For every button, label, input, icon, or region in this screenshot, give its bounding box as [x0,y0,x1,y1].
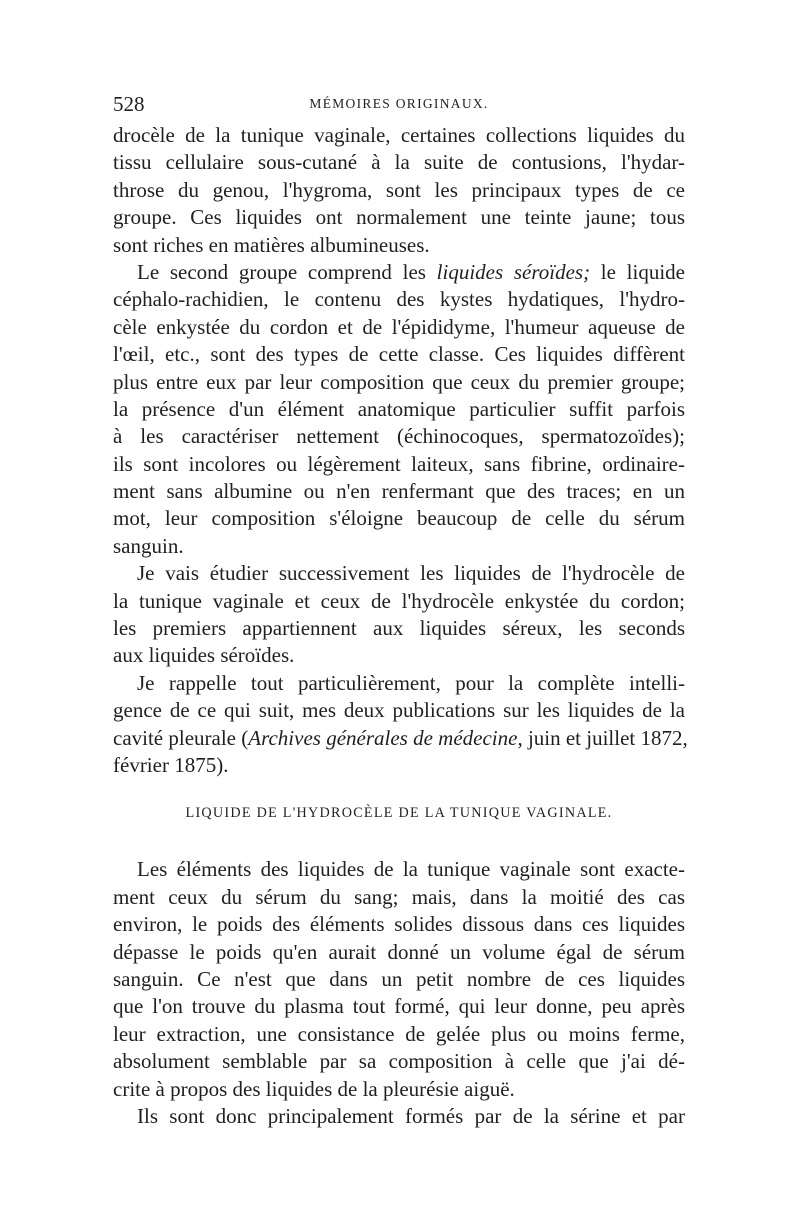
paragraph-study-plan [113,560,685,670]
text-line: Ils sont donc principalement formés par de la sérine et par [137,1103,685,1128]
text-line: l'œil, etc., sont des types de cette classe. Ces liquides diffèrent [113,342,685,367]
text-line: drocèle de la tunique vaginale, certaines collections liquides du [113,123,685,147]
paragraph-vaginal-liquid [113,856,685,1103]
text-line: que l'on trouve du plasma tout formé, qui leur donne, peu après [113,994,685,1019]
text-line: les premiers appartiennent aux liquides séreux, les seconds [113,616,685,641]
text-run: cavité pleurale ( [113,725,249,750]
text-line: Les éléments des liquides de la tunique vaginale sont exacte- [137,857,685,882]
running-title: MÉMOIRES ORIGINAUX. [309,96,489,111]
text-line: Je vais étudier successivement les liquides de l'hydrocèle de [137,561,685,586]
text-run: Le second groupe comprend les [137,259,437,284]
text-line: ment ceux du sérum du sang; mais, dans la moitié des cas [113,884,685,909]
italic-term: liquides séroïdes; [436,259,591,284]
text-line: throse du genou, l'hygroma, sont les principaux types de ce [113,177,685,202]
text-line: environ, le poids des éléments solides dissous dans ces liquides [113,912,685,937]
paragraph-serine [113,1103,685,1130]
text-line: ment sans albumine ou n'en renfermant que des traces; en un [113,479,685,504]
text-run: , juin et juillet 1872, [517,725,688,750]
running-head [113,92,685,122]
text-line [113,259,685,286]
page-number: 528 [113,92,145,116]
journal-title: Archives générales de médecine [248,725,518,750]
text-line: plus entre eux par leur composition que ceux du premier groupe; [113,369,685,394]
text-line: Je rappelle tout particulièrement, pour la complète intelli- [137,670,685,695]
paragraph-second-group [113,259,685,560]
text-line: sont riches en matières albumineuses. [113,232,430,257]
text-line: ils sont incolores ou légèrement laiteux, sans fibrine, ordinaire- [113,451,685,476]
text-line: leur extraction, une consistance de gelée plus ou moins ferme, [113,1021,685,1046]
paragraph-publications [113,670,688,780]
text-line: tissu cellulaire sous-cutané à la suite de contusions, l'hydar- [113,150,685,175]
text-line: à les caractériser nettement (échinocoques, spermatozoïdes); [113,424,685,449]
text-line: aux liquides séroïdes. [113,643,295,668]
text-line: mot, leur composition s'éloigne beaucoup de celle du sérum [113,506,685,531]
text-line [113,725,688,752]
text-line: la présence d'un élément anatomique particulier suffit parfois [113,396,685,421]
text-line: sanguin. Ce n'est que dans un petit nombre de ces liquides [113,966,685,991]
section-heading: LIQUIDE DE L'HYDROCÈLE DE LA TUNIQUE VAGINALE. [185,805,613,822]
text-line: sanguin. [113,533,184,558]
book-page [113,92,688,1130]
text-line: crite à propos des liquides de la pleurésie aiguë. [113,1076,515,1101]
text-line: groupe. Ces liquides ont normalement une teinte jaune; tous [113,205,685,230]
text-line: février 1875). [113,752,229,777]
text-run: le liquide [590,259,685,284]
text-line: céphalo-rachidien, le contenu des kystes hydatiques, l'hydro- [113,287,685,312]
text-line: dépasse le poids qu'en aurait donné un volume égal de sérum [113,939,685,964]
text-line: la tunique vaginale et ceux de l'hydrocèle enkystée du cordon; [113,588,685,613]
text-line: absolument semblable par sa composition à celle que j'ai dé- [113,1049,685,1074]
text-line: cèle enkystée du cordon et de l'épididyme, l'humeur aqueuse de [113,314,685,339]
paragraph-hydrocele-continuation [113,122,685,259]
text-line: gence de ce qui suit, mes deux publications sur les liquides de la [113,698,685,723]
